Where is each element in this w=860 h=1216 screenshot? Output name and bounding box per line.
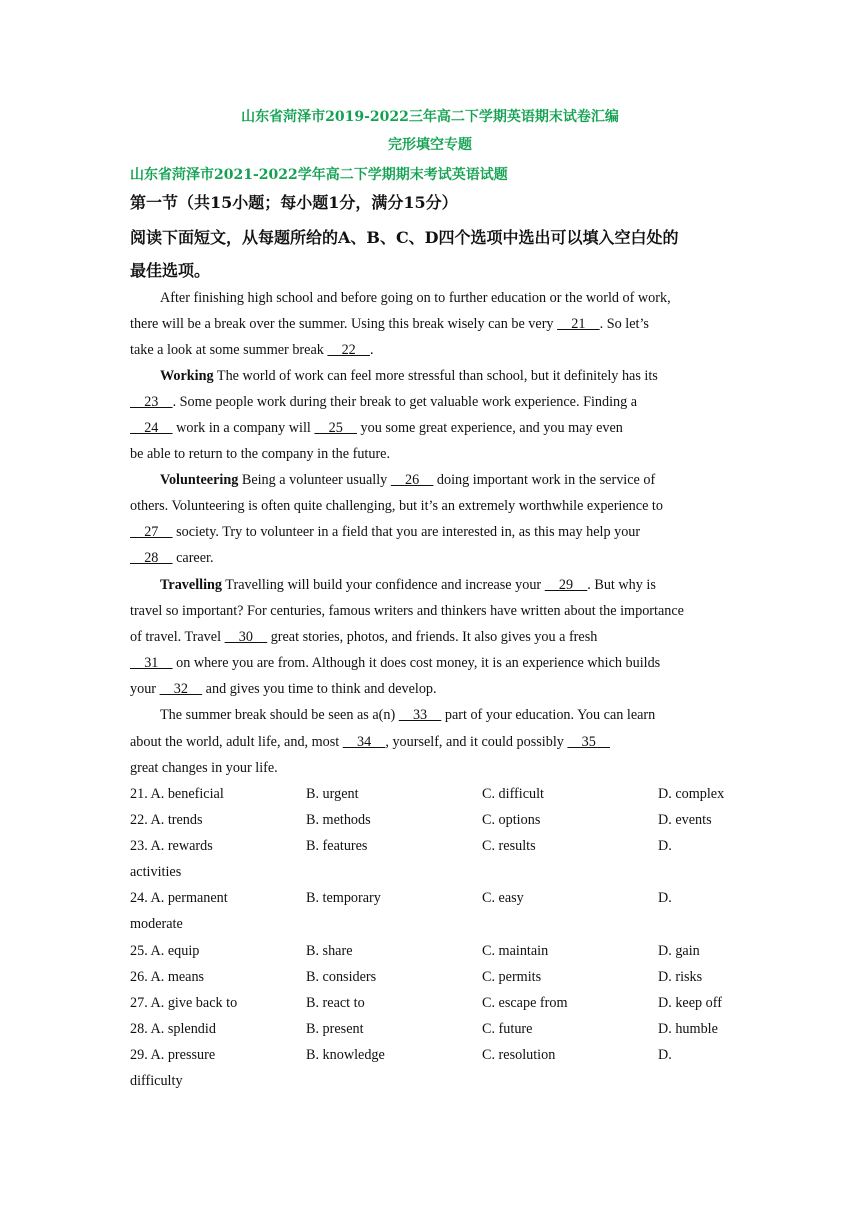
option-b: B. temporary <box>306 890 381 906</box>
passage-line: take a look at some summer break 22 . <box>130 342 374 358</box>
passage-line: of travel. Travel 30 great stories, photos, and friends. It also gives you a fresh <box>130 629 598 645</box>
blank-34: 34 <box>342 734 386 750</box>
option-c: C. escape from <box>482 995 568 1011</box>
passage-line: The summer break should be seen as a(n) 33 part of your education. You can learn <box>160 707 656 723</box>
option-b: B. urgent <box>306 786 359 802</box>
blank-32: 32 <box>159 681 203 697</box>
option-c: C. future <box>482 1021 533 1037</box>
option-d-wrap: activities <box>130 864 182 880</box>
option-d: D. keep off <box>658 995 722 1011</box>
volunteering-heading: Volunteering <box>160 472 239 488</box>
option-b: B. knowledge <box>306 1047 385 1063</box>
blank-27: 27 <box>130 524 173 540</box>
instruction-line: 阅读下面短文，从每题所给的A、B、C、D四个选项中选出可以填入空白处的 <box>130 228 679 247</box>
passage-line: Travelling Travelling will build your confidence and increase your 29 . But why is <box>160 577 656 593</box>
option-b: B. react to <box>306 995 365 1011</box>
option-c: C. maintain <box>482 943 549 959</box>
section-title: 第一节（共15小题；每小题1分，满分15分） <box>130 193 458 212</box>
blank-28: 28 <box>130 550 173 566</box>
instruction-line: 最佳选项。 <box>130 261 211 280</box>
passage-line: 24 work in a company will 25 you some great experience, and you may even <box>130 420 623 436</box>
option-b: B. share <box>306 943 353 959</box>
blank-22: 22 <box>327 342 370 358</box>
option-d-wrap: difficulty <box>130 1073 183 1089</box>
option-a: 29. A. pressure <box>130 1047 216 1063</box>
option-b: B. features <box>306 838 368 854</box>
option-a: 25. A. equip <box>130 943 200 959</box>
blank-24: 24 <box>130 420 173 436</box>
passage-line: travel so important? For centuries, famous writers and thinkers have written about the importance <box>130 603 684 619</box>
passage-line: there will be a break over the summer. Using this break wisely can be very 21 . So let’s <box>130 316 649 332</box>
option-d: D. risks <box>658 969 703 985</box>
option-a: 28. A. splendid <box>130 1021 216 1037</box>
passage-line: great changes in your life. <box>130 760 278 776</box>
blank-25: 25 <box>314 420 357 436</box>
option-a: 22. A. trends <box>130 812 203 828</box>
option-row <box>130 969 750 989</box>
option-d: D. humble <box>658 1021 718 1037</box>
working-heading: Working <box>160 368 214 384</box>
option-row <box>130 995 750 1015</box>
option-d: D. <box>658 890 672 906</box>
option-c: C. resolution <box>482 1047 556 1063</box>
option-row <box>130 812 750 832</box>
passage-line: After finishing high school and before going on to further education or the world of work, <box>160 290 671 306</box>
passage-line: Volunteering Being a volunteer usually 26 doing important work in the service of <box>160 472 656 488</box>
option-row <box>130 943 750 963</box>
option-d: D. <box>658 1047 672 1063</box>
option-d: D. <box>658 838 672 854</box>
option-d: D. gain <box>658 943 700 959</box>
passage-line: Working The world of work can feel more stressful than school, but it definitely has its <box>160 368 658 384</box>
blank-35: 35 <box>567 734 610 750</box>
blank-23: 23 <box>130 394 173 410</box>
blank-21: 21 <box>557 316 600 332</box>
option-c: C. easy <box>482 890 524 906</box>
blank-31: 31 <box>130 655 173 671</box>
passage-line: be able to return to the company in the future. <box>130 446 391 462</box>
option-c: C. results <box>482 838 536 854</box>
travelling-heading: Travelling <box>160 577 223 593</box>
blank-29: 29 <box>544 577 588 593</box>
blank-33: 33 <box>398 707 442 723</box>
option-d: D. events <box>658 812 712 828</box>
option-row <box>130 1047 750 1067</box>
option-c: C. difficult <box>482 786 545 802</box>
document-title: 山东省菏泽市2019-2022三年高二下学期英语期末试卷汇编 <box>241 109 619 125</box>
document-subtitle: 完形填空专题 <box>388 137 472 153</box>
option-b: B. present <box>306 1021 364 1037</box>
option-a: 27. A. give back to <box>130 995 238 1011</box>
passage-line: 31 on where you are from. Although it does cost money, it is an experience which builds <box>130 655 661 671</box>
option-b: B. methods <box>306 812 371 828</box>
option-row <box>130 890 750 910</box>
exam-title: 山东省菏泽市2021-2022学年高二下学期期末考试英语试题 <box>130 167 508 183</box>
passage-line: 23 . Some people work during their break to get valuable work experience. Finding a <box>130 394 638 410</box>
passage-line: your 32 and gives you time to think and develop. <box>130 681 437 697</box>
option-c: C. options <box>482 812 541 828</box>
option-a: 21. A. beneficial <box>130 786 224 802</box>
option-a: 24. A. permanent <box>130 890 228 906</box>
option-a: 26. A. means <box>130 969 205 985</box>
option-b: B. considers <box>306 969 377 985</box>
passage-line: 28 career. <box>130 550 214 566</box>
blank-30: 30 <box>224 629 268 645</box>
option-row <box>130 838 750 858</box>
option-d-wrap: moderate <box>130 916 183 932</box>
option-d: D. complex <box>658 786 725 802</box>
option-row <box>130 1021 750 1041</box>
blank-26: 26 <box>390 472 434 488</box>
option-row <box>130 786 750 806</box>
passage-line: about the world, adult life, and, most 34 , yourself, and it could possibly 35 <box>130 734 610 750</box>
passage-line: others. Volunteering is often quite challenging, but it’s an extremely worthwhile experience to <box>130 498 663 514</box>
option-c: C. permits <box>482 969 542 985</box>
passage-line: 27 society. Try to volunteer in a field that you are interested in, as this may help your <box>130 524 641 540</box>
option-a: 23. A. rewards <box>130 838 213 854</box>
